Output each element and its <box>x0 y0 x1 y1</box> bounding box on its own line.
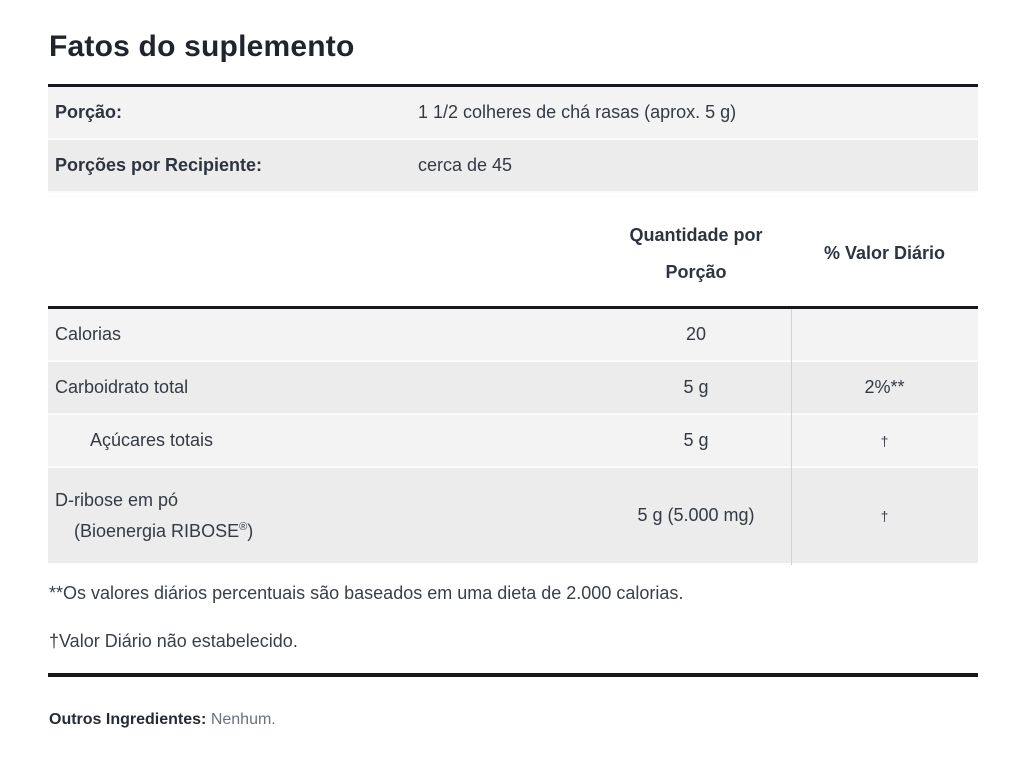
facts-table-header <box>48 193 978 306</box>
row-amount: 5 g <box>683 430 709 450</box>
servings-per-container-row <box>48 140 978 193</box>
row-daily-value: 2%** <box>864 377 905 397</box>
row-name: Calorias <box>55 324 122 344</box>
column-divider <box>791 309 792 565</box>
footnote-daily-values: **Os valores diários percentuais são baseados em uma dieta de 2.000 calorias. <box>49 583 684 603</box>
serving-info-section <box>48 84 978 193</box>
facts-table-body <box>48 306 978 565</box>
row-daily-value: † <box>880 507 889 524</box>
other-ingredients <box>49 711 978 729</box>
table-row-total-sugars <box>48 415 978 468</box>
row-name: Carboidrato total <box>55 377 189 397</box>
servings-per-container-value: cerca de 45 <box>418 155 513 175</box>
servings-per-container-label: Porções por Recipiente: <box>55 155 263 175</box>
serving-size-row <box>48 87 978 140</box>
ingredient-name-line1: D-ribose em pó <box>55 489 179 510</box>
serving-size-value: 1 1/2 colheres de chá rasas (aprox. 5 g) <box>418 102 737 122</box>
other-ingredients-label: Outros Ingredientes: <box>49 711 207 728</box>
row-daily-value: † <box>880 432 889 449</box>
registered-trademark-symbol: ® <box>239 520 248 533</box>
amount-header-line1: Quantidade por <box>629 224 763 245</box>
page-title: Fatos do suplemento <box>49 30 355 63</box>
bottom-rule <box>48 673 978 677</box>
ingredient-name-line2: (Bioenergia RIBOSE®) <box>74 520 254 541</box>
amount-header-line2: Porção <box>665 261 727 282</box>
supplement-facts-panel <box>48 30 978 729</box>
table-row-calories <box>48 309 978 362</box>
row-name <box>48 490 601 542</box>
other-ingredients-value: Nenhum. <box>210 711 276 728</box>
serving-size-label: Porção: <box>55 102 123 122</box>
amount-per-serving-header <box>601 217 791 291</box>
footnotes-section <box>48 565 978 652</box>
row-amount: 20 <box>685 324 707 344</box>
row-amount: 5 g <box>683 377 709 397</box>
row-amount: 5 g (5.000 mg) <box>637 505 755 525</box>
table-row-d-ribose <box>48 468 978 565</box>
row-name: Açúcares totais <box>90 430 214 450</box>
footnote-daily-value-not-established: †Valor Diário não estabelecido. <box>49 631 298 651</box>
table-row-total-carbohydrate <box>48 362 978 415</box>
daily-value-header: % Valor Diário <box>823 243 946 263</box>
